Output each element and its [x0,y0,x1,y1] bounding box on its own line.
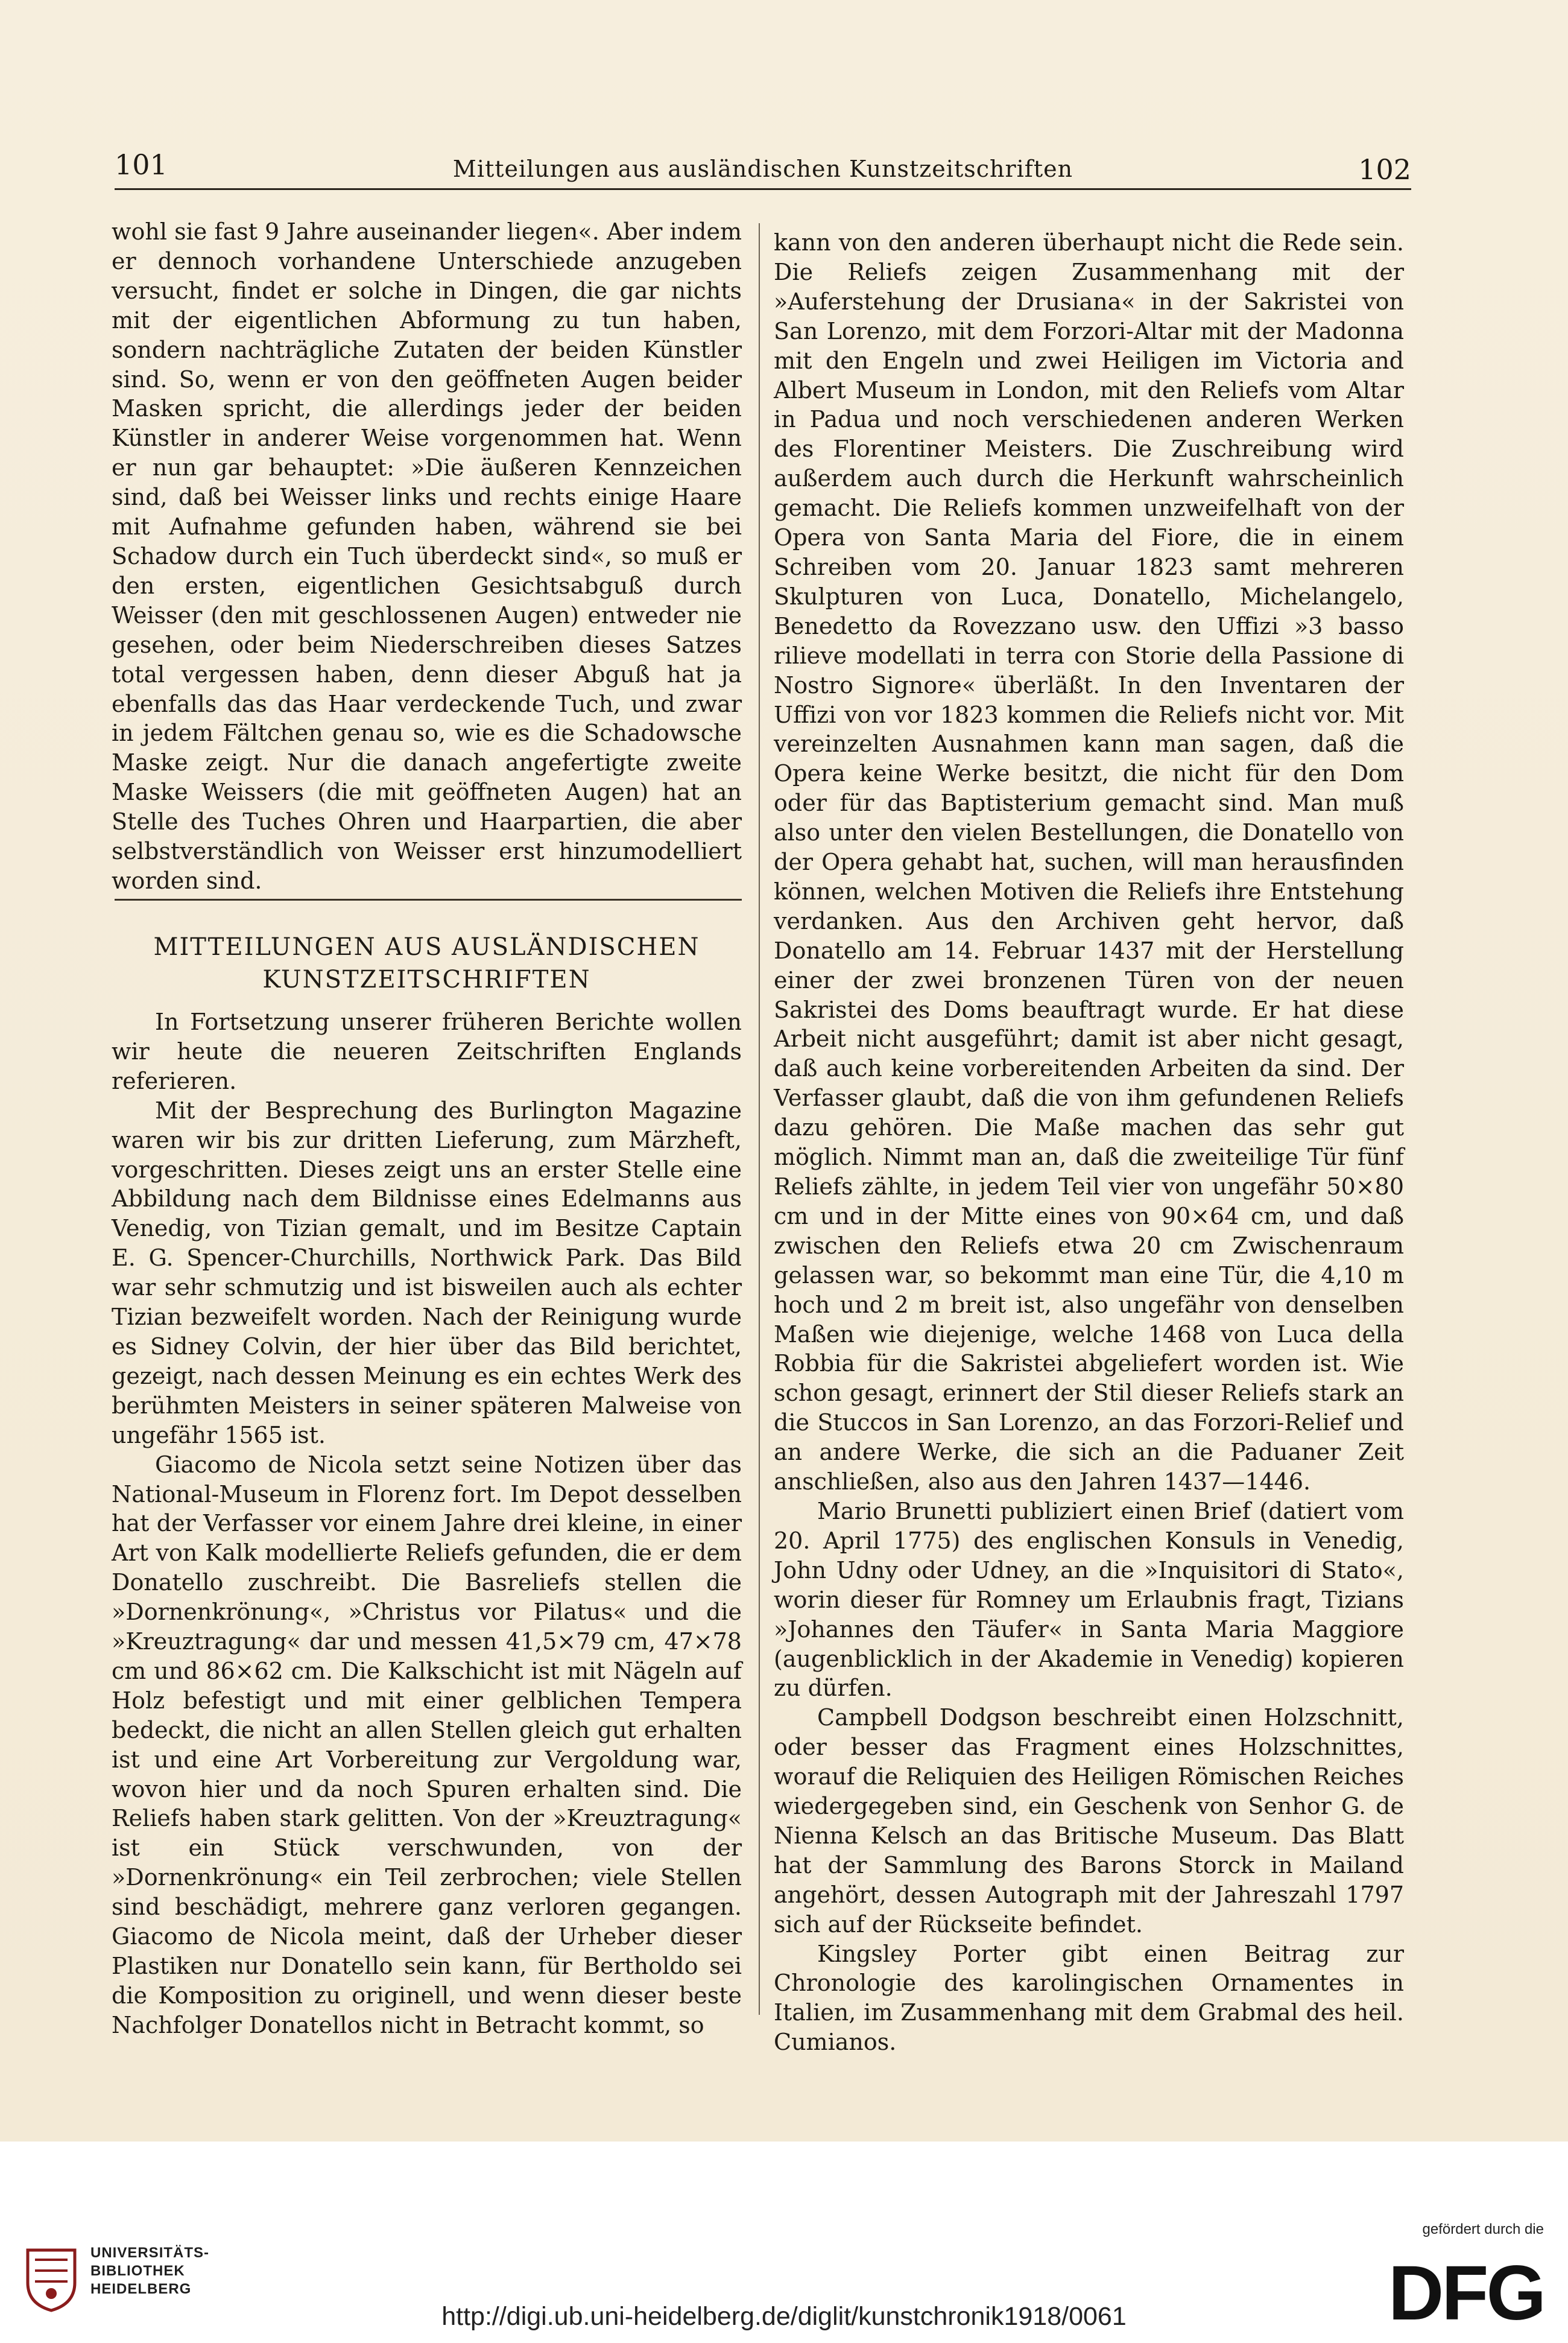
paragraph: kann von den anderen überhaupt nicht die Rede sein. Die Reliefs zeigen Zusammenhang mit der »Auferstehung der Drusiana« in der Sakristei von San Lorenzo, mit dem Forzori-Altar mit der Madonna mit den Engeln und zwei Heiligen im Victoria and Albert Museum in London, mit den Reliefs vom Altar in Padua und noch verschiedenen anderen Werken des Florentiner Meisters. Die Zuschreibung wird außerdem auch durch die Herkunft wahrscheinlich gemacht. Die Reliefs kommen unzweifelhaft von der Opera von Santa Maria del Fiore, die in einem Schreiben vom 20. Januar 1823 samt mehreren Skulpturen von Luca, Donatello, Michelangelo, Benedetto da Rovezzano usw. den Uffizi »3 basso rilieve modellati in terra con Storie della Passione di Nostro Signore« überläßt. In den Inventaren der Uffizi von vor 1823 kommen die Reliefs nicht vor. Mit vereinzelten Ausnahmen kann man sagen, daß die Opera keine Werke besitzt, die nicht für den Dom oder für das Baptisterium gemacht sind. Man muß also unter den vielen Bestellungen, die Donatello von der Opera gehabt hat, suchen, will man herausfinden können, welchen Motiven die Reliefs ihre Entstehung verdanken. Aus den Archiven geht hervor, daß Donatello am 14. Februar 1437 mit der Herstellung einer der zwei bronzenen Türen von der neuen Sakristei des Doms beauftragt wurde. Er hat diese Arbeit nicht ausgeführt; damit ist aber nicht gesagt, daß auch keine vorbereitenden Arbeiten da sind. Der Verfasser glaubt, daß die von ihm gefundenen Reliefs dazu gehören. Die Maße machen das sehr gut möglich. Nimmt man an, daß die zweiteilige Tür fünf Reliefs zählte, in jedem Teil vier von ungefähr 50×80 cm und in der Mitte eines von 90×64 cm, und daß zwischen den Reliefs etwa 20 cm Zwischenraum gelassen war, so bekommt man eine Tür, die 4,10 m hoch und 2 m breit ist, also ungefähr von denselben Maßen wie diejenige, welche 1468 von Luca della Robbia für die Sakristei abgeliefert worden ist. Wie schon gesagt, erinnert der Stil dieser Reliefs stark an die Stuccos in San Lorenzo, an das Forzori-Relief und an andere Werke, die sich an die Paduaner Zeit anschließen, also aus den Jahren 1437—1446. [774,229,1404,1495]
paragraph: Mario Brunetti publiziert einen Brief (datiert vom 20. April 1775) des englischen Konsuls in Venedig, John Udny oder Udney, an die »Inquisitori di Stato«, worin dieser für Romney um Erlaubnis fragt, Tizians »Johannes den Täufer« in Santa Maria Maggiore (augenblicklich in der Akademie in Venedig) kopieren zu dürfen. [774,1497,1404,1702]
running-title: Mitteilungen aus ausländischen Kunstzeitschriften [452,156,1073,182]
paragraph: Mit der Besprechung des Burlington Magazine waren wir bis zur dritten Lieferung, zum Märzheft, vorgeschritten. Dieses zeigt uns an erster Stelle eine Abbildung nach dem Bildnisse eines Edelmanns aus Venedig, von Tizian gemalt, und im Besitze Captain E. G. Spencer-Churchills, Northwick Park. Das Bild war sehr schmutzig und ist bisweilen auch als echter Tizian bezweifelt worden. Nach der Reinigung wurde es Sidney Colvin, der hier über das Bild berichtet, gezeigt, nach dessen Meinung es ein echtes Werk des berühmten Meisters in seiner späteren Malweise von ungefähr 1565 ist. [112,1097,742,1448]
column-divider [759,223,760,2015]
funding-label: gefördert durch die [1422,2221,1544,2237]
paragraph: Kingsley Porter gibt einen Beitrag zur Chronologie des karolingischen Ornamentes in Italien, im Zusammenhang mit dem Grabmal des heil. Cumianos. [774,1940,1404,2056]
page-number-left: 101 [115,148,168,181]
library-line: BIBLIOTHEK [90,2263,185,2279]
dfg-logo: DFG [1388,2250,1544,2336]
left-column-article [112,1007,742,2040]
library-name [90,2244,209,2298]
right-column [774,228,1404,2057]
source-url-link[interactable]: http://digi.ub.uni-heidelberg.de/diglit/kunstchronik1918/0061 [441,2302,1127,2331]
paragraph: Campbell Dodgson beschreibt einen Holzschnitt, oder besser das Fragment eines Holzschnittes, worauf die Reliquien des Heiligen Römischen Reiches wiedergegeben sind, ein Geschenk von Senhor G. de Nienna Kelsch an das Britische Museum. Das Blatt hat der Sammlung des Barons Storck in Mailand angehört, dessen Autograph mit der Jahreszahl 1797 sich auf der Rückseite befindet. [774,1704,1404,1938]
section-separator [115,899,742,901]
library-line: HEIDELBERG [90,2281,192,2297]
paragraph: In Fortsetzung unserer früheren Berichte wollen wir heute die neueren Zeitschriften Englands referieren. [112,1009,742,1094]
left-column-continuation [112,217,742,896]
running-header [115,142,1411,191]
page-number-right: 102 [1358,153,1411,186]
digitization-footer [0,2142,1568,2343]
header-rule [115,188,1411,190]
paragraph: Giacomo de Nicola setzt seine Notizen über das National-Museum in Florenz fort. Im Depot desselben hat der Verfasser vor einem Jahre drei kleine, in einer Art von Kalk modellierte Reliefs gefunden, die er dem Donatello zuschreibt. Die Basreliefs stellen die »Dornenkrönung«, »Christus vor Pilatus« und die »Kreuztragung« dar und messen 41,5×79 cm, 47×78 cm und 86×62 cm. Die Kalkschicht ist mit Nägeln auf Holz befestigt und mit einer gelblichen Tempera bedeckt, die nicht an allen Stellen gleich gut erhalten ist und eine Art Vorbereitung zur Vergoldung war, wovon hier und da noch Spuren erhalten sind. Die Reliefs haben stark gelitten. Von der »Kreuztragung« ist ein Stück verschwunden, von der »Dornenkrönung« ein Teil zerbrochen; viele Stellen sind beschädigt, mehrere ganz verloren gegangen. Giacomo de Nicola meint, daß der Urheber dieser Plastiken nur Donatello sein kann, für Bertholdo sei die Komposition zu originell, und wenn dieser beste Nachfolger Donatellos nicht in Betracht kommt, so [112,1451,742,2038]
paragraph: wohl sie fast 9 Jahre auseinander liegen«. Aber indem er dennoch vorhandene Unterschiede anzugeben versucht, findet er solche in Dingen, die gar nichts mit der eigentlichen Abformung zu tun haben, sondern nachträgliche Zutaten der beiden Künstler sind. So, wenn er von den geöffneten Augen beider Masken spricht, die allerdings jeder der beiden Künstler in anderer Weise vorgenommen hat. Wenn er nun gar behauptet: »Die äußeren Kennzeichen sind, daß bei Weisser links und rechts einige Haare mit Aufnahme gefunden haben, während sie bei Schadow durch ein Tuch überdeckt sind«, so muß er den ersten, eigentlichen Gesichtsabguß durch Weisser (den mit geschlossenen Augen) entweder nie gesehen, oder beim Niederschreiben dieses Satzes total vergessen haben, denn dieser Abguß hat ja ebenfalls das das Haar verdeckende Tuch, und zwar in jedem Fältchen genau so, wie es die Schadowsche Maske zeigt. Nur die danach angefertigte zweite Maske Weissers (die mit geöffneten Augen) hat an Stelle des Tuches Ohren und Haarpartien, die aber selbstverständlich von Weisser erst hinzumodelliert worden sind. [112,218,742,894]
library-line: UNIVERSITÄTS- [90,2245,210,2261]
section-title: MITTEILUNGEN AUS AUSLÄNDISCHEN KUNSTZEITSCHRIFTEN [153,933,700,994]
